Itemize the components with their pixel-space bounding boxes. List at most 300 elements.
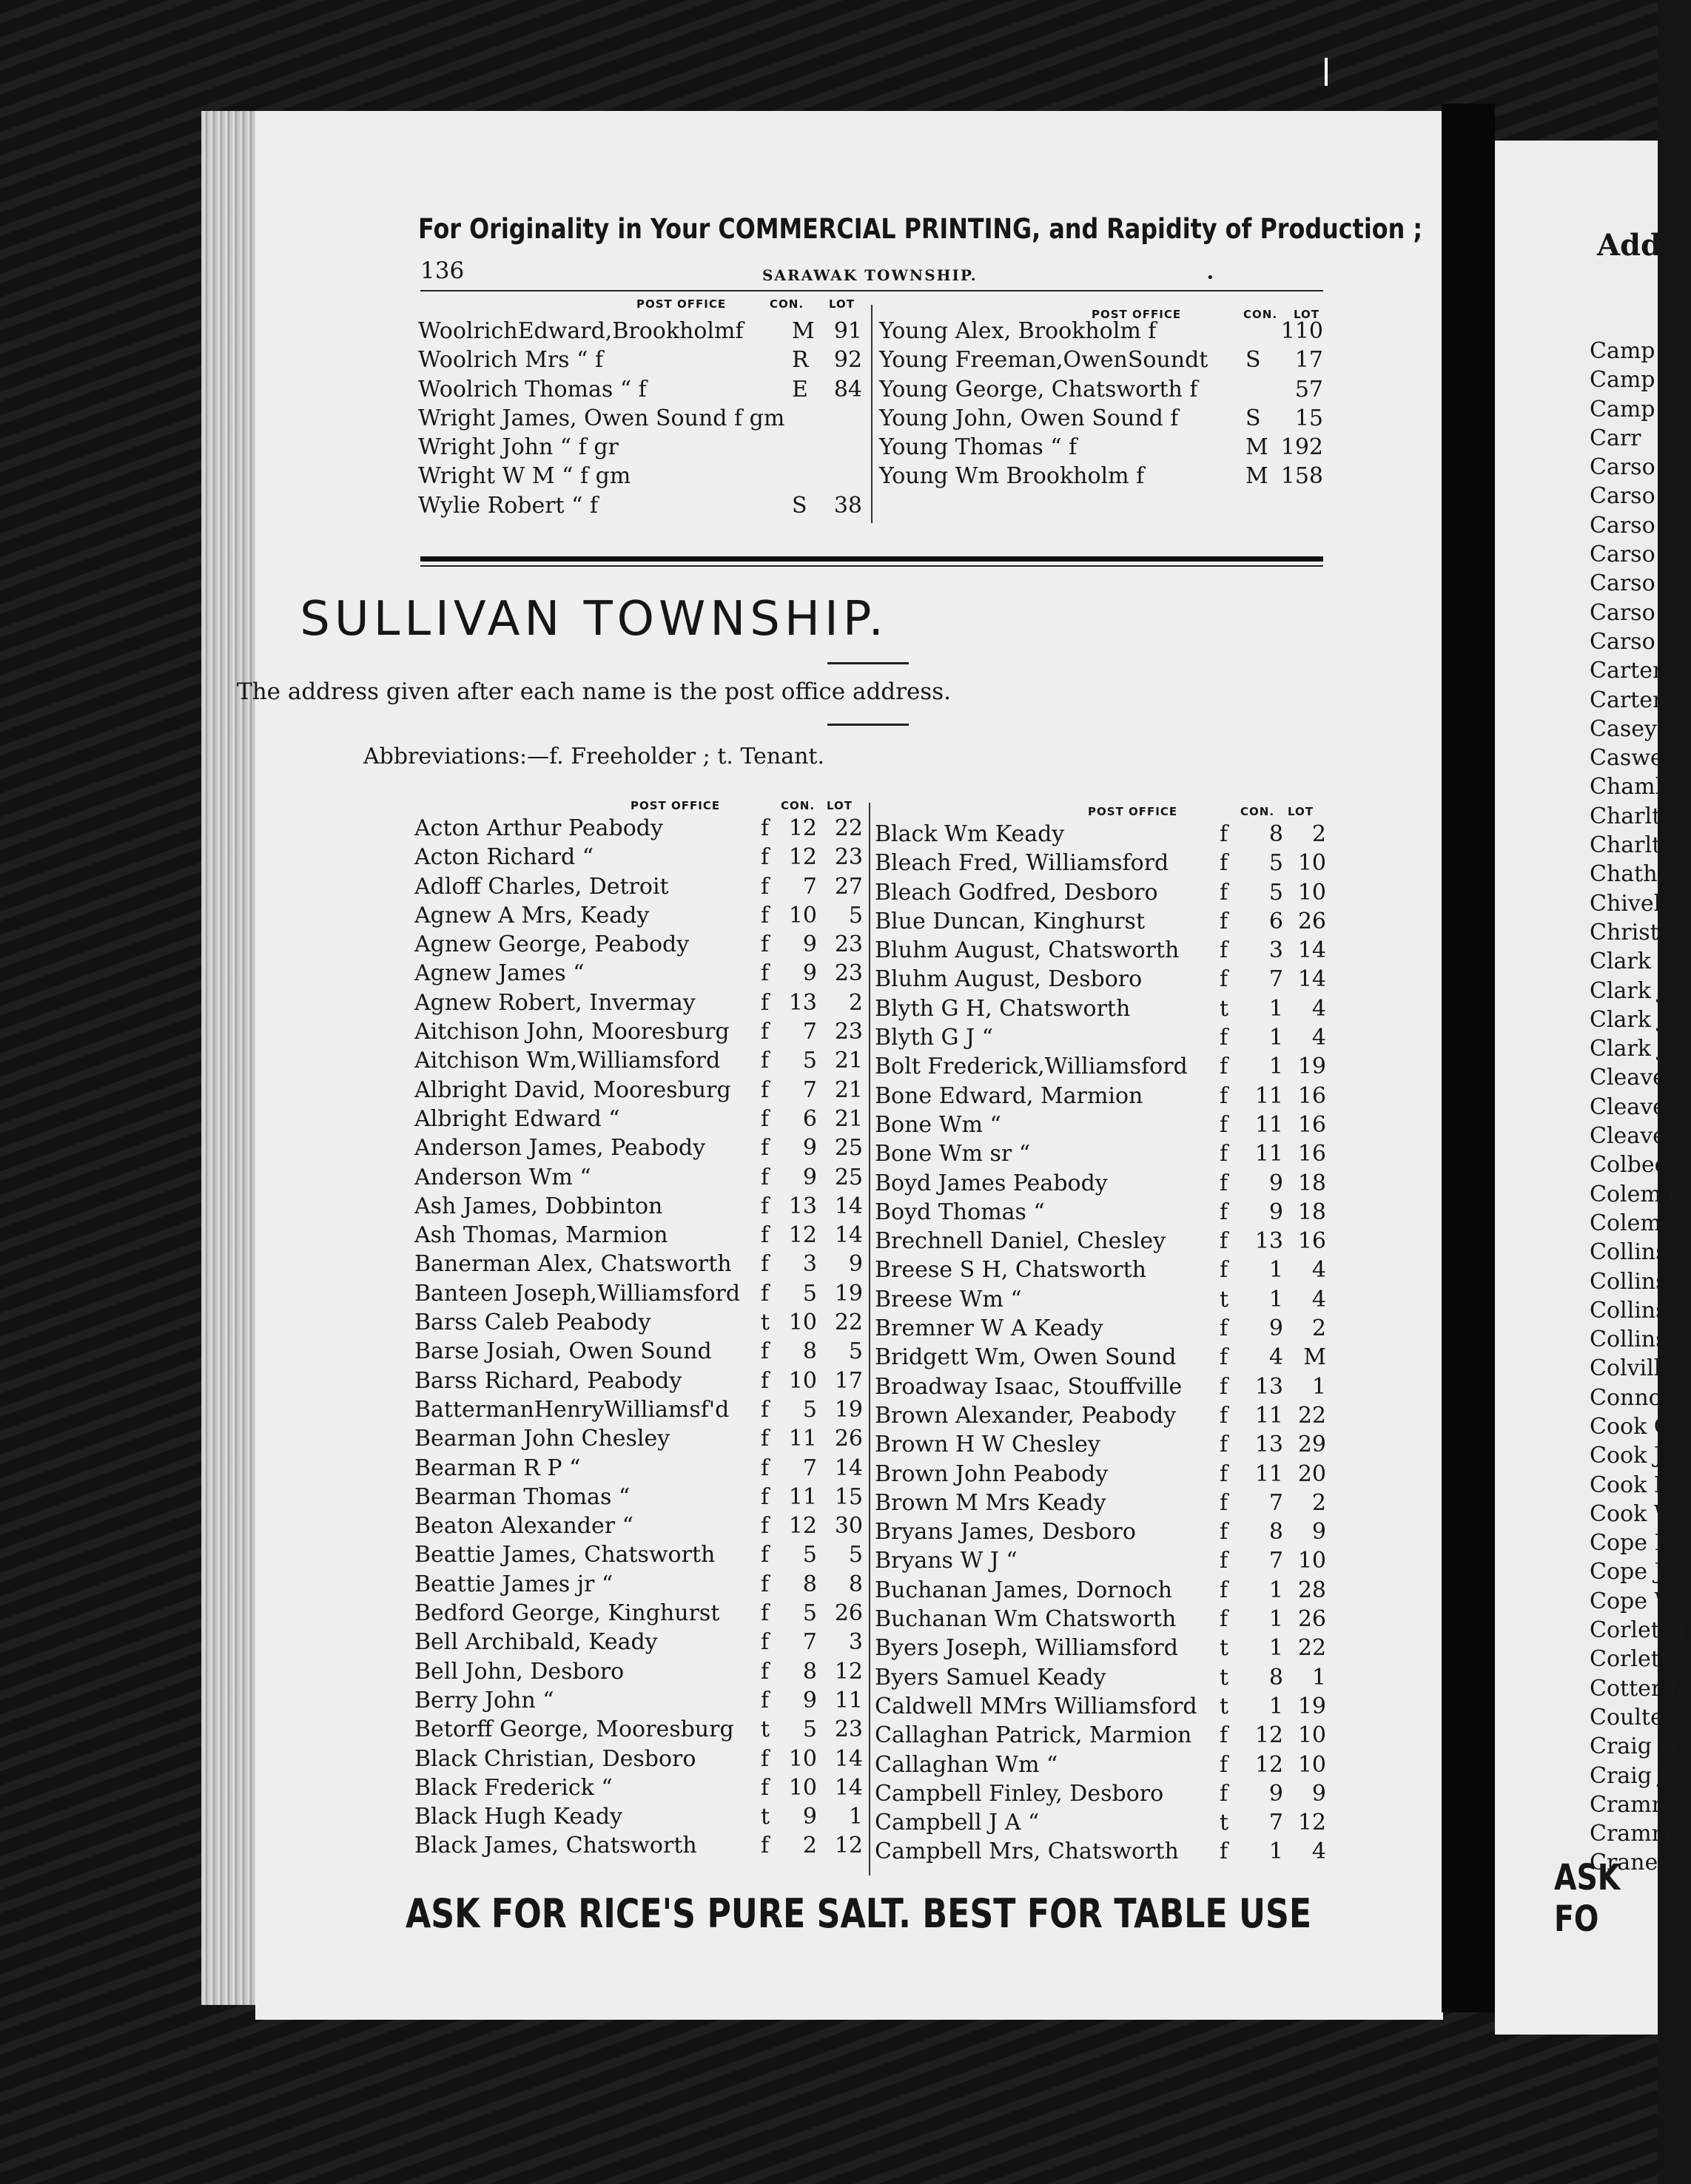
list-item [875, 1692, 1326, 1721]
list-item [875, 820, 1326, 849]
entry-tenure: f [1220, 1548, 1228, 1574]
entry-name: Beaton Alexander “ [414, 1513, 633, 1540]
entry-con: 2 [802, 1833, 817, 1859]
entry-name: Barss Caleb Peabody [414, 1310, 651, 1336]
entry-con: 12 [1254, 1722, 1283, 1749]
entry-lot: 19 [1297, 1054, 1326, 1080]
entry-con: 11 [788, 1483, 817, 1510]
entry-lot: 23 [834, 960, 863, 987]
entry-lot: 29 [1297, 1432, 1326, 1458]
list-item [879, 404, 1323, 433]
list-item [875, 1314, 1326, 1343]
entry-con: 5 [1268, 879, 1283, 906]
entry-con: 9 [1268, 1315, 1283, 1342]
list-item [414, 814, 863, 843]
list-item [414, 1483, 863, 1511]
entry-name: Bearman Thomas “ [414, 1483, 631, 1510]
entry-name: Black Hugh Keady [414, 1804, 622, 1830]
list-item [414, 988, 863, 1017]
right-page-heading: Add [1597, 228, 1661, 263]
list-item [875, 1517, 1326, 1546]
entry-name: Barss Richard, Peabody [414, 1367, 682, 1394]
entry-tenure: f [1220, 1054, 1228, 1080]
entry-lot: 23 [834, 931, 863, 958]
list-item [414, 1540, 863, 1569]
entry-lot: 19 [834, 1280, 863, 1307]
entry-tenure: t [1220, 1286, 1229, 1312]
entry-lot: 158 [1280, 463, 1323, 490]
entry-name: Brown John Peabody [875, 1460, 1109, 1487]
entry-name: Woolrich Thomas “ f [418, 376, 647, 402]
entry-con: 12 [788, 1222, 817, 1249]
entry-con: 3 [802, 1251, 817, 1278]
entry-lot: 92 [833, 347, 862, 374]
entry-name: Barse Josiah, Owen Sound [414, 1338, 712, 1365]
entry-lot: 1 [848, 1804, 863, 1830]
entry-con: 13 [1254, 1373, 1283, 1400]
entry-tenure: f [761, 1222, 770, 1249]
entry-tenure: f [1220, 1082, 1228, 1109]
entry-con: R [792, 347, 809, 374]
entry-lot: M [1303, 1344, 1326, 1371]
list-item [414, 1395, 863, 1424]
list-item [875, 878, 1326, 907]
entry-name: Bleach Godfred, Desboro [875, 879, 1158, 906]
list-item: Cramm [1590, 1821, 1673, 1847]
header-con: CON. [770, 297, 804, 311]
header-con: CON. [1243, 308, 1278, 321]
entry-tenure: f [1220, 1722, 1228, 1749]
entry-lot: 12 [1297, 1810, 1326, 1836]
entry-tenure: t [1220, 995, 1229, 1022]
running-head-mark: • [1206, 270, 1214, 286]
list-item: Colema [1590, 1181, 1675, 1207]
list-item [875, 1634, 1326, 1662]
list-item [418, 346, 862, 374]
section-title: SULLIVAN TOWNSHIP. [300, 592, 888, 647]
list-item: Camp [1590, 338, 1655, 364]
entry-con: 13 [1254, 1228, 1283, 1255]
list-item: Carter [1590, 687, 1664, 713]
entry-con: 3 [1268, 937, 1283, 964]
entry-name: Wylie Robert “ f [418, 492, 599, 519]
entry-tenure: f [761, 902, 770, 928]
list-item: Coulter [1590, 1704, 1675, 1730]
entry-lot: 10 [1297, 1722, 1326, 1749]
entry-name: Black Christian, Desboro [414, 1745, 696, 1772]
header-rule [420, 290, 1323, 291]
list-item [875, 1576, 1326, 1605]
entry-tenure: f [1220, 1111, 1228, 1138]
list-item: Cleaver [1590, 1065, 1677, 1091]
entry-name: Campbell J A “ [875, 1810, 1040, 1836]
list-item: Crane Je [1590, 1850, 1687, 1876]
entry-tenure: f [1220, 1257, 1228, 1284]
entry-con: 10 [788, 1367, 817, 1394]
entry-con: 13 [1254, 1432, 1283, 1458]
entry-name: Breese S H, Chatsworth [875, 1257, 1146, 1284]
entry-con: E [792, 376, 808, 402]
entry-lot: 28 [1297, 1577, 1326, 1603]
list-item: Clark J [1590, 1036, 1667, 1062]
entry-lot: 1 [1311, 1664, 1326, 1691]
list-item [875, 1750, 1326, 1779]
header-con: CON. [781, 799, 816, 812]
entry-con: 9 [802, 960, 817, 987]
list-item: Charlt [1590, 803, 1661, 829]
entry-lot: 12 [834, 1658, 863, 1685]
entry-name: Beattie James, Chatsworth [414, 1542, 716, 1568]
entry-name: Byers Joseph, Williamsford [875, 1635, 1178, 1662]
entry-name: Blyth G J “ [875, 1025, 993, 1051]
entry-tenure: f [761, 873, 770, 900]
list-item: Caswe [1590, 745, 1664, 772]
list-item [414, 1308, 863, 1337]
entry-name: Broadway Isaac, Stouffville [875, 1373, 1183, 1400]
entry-tenure: f [761, 1048, 770, 1074]
entry-name: Agnew Robert, Invermay [414, 989, 696, 1016]
entry-lot: 26 [834, 1426, 863, 1452]
entry-lot: 14 [1297, 966, 1326, 993]
section-divider-thin [420, 565, 1323, 567]
entry-tenure: t [1220, 1693, 1229, 1719]
list-item [875, 1227, 1326, 1256]
entry-tenure: f [761, 989, 770, 1016]
entry-name: Bluhm August, Desboro [875, 966, 1143, 993]
entry-name: Woolrich Mrs “ f [418, 347, 604, 374]
entry-lot: 38 [833, 492, 862, 519]
list-item [418, 491, 862, 520]
list-item: Cook Ro [1590, 1472, 1684, 1498]
entry-con: 9 [1268, 1170, 1283, 1196]
entry-con: 8 [1268, 1519, 1283, 1546]
entry-con: 7 [1268, 1810, 1283, 1836]
entry-tenure: f [1220, 1373, 1228, 1400]
entry-tenure: f [1220, 1838, 1228, 1865]
entry-lot: 25 [834, 1164, 863, 1190]
list-item [414, 1046, 863, 1075]
entry-tenure: f [761, 1833, 770, 1859]
entry-con: 11 [1254, 1082, 1283, 1109]
entry-tenure: t [761, 1310, 770, 1336]
list-item [414, 1133, 863, 1162]
entry-name: Bone Edward, Marmion [875, 1082, 1143, 1109]
header-lot: LOT [827, 799, 853, 812]
list-item [414, 1163, 863, 1192]
entry-con: 8 [802, 1658, 817, 1685]
entry-con: 12 [1254, 1751, 1283, 1778]
entry-con: 1 [1268, 995, 1283, 1022]
entry-name: Aitchison Wm,Williamsford [414, 1048, 721, 1074]
list-item: Carso [1590, 599, 1655, 626]
entry-name: Acton Richard “ [414, 844, 594, 871]
entry-name: Anderson James, Peabody [414, 1135, 706, 1162]
list-item [875, 1198, 1326, 1227]
list-item: Cook Jo [1590, 1443, 1676, 1469]
entry-con: 1 [1268, 1054, 1283, 1080]
page-number: 136 [420, 257, 465, 284]
entry-name: Wright John “ f gr [418, 434, 619, 461]
entry-tenure: f [761, 1455, 770, 1481]
entry-name: Bolt Frederick,Williamsford [875, 1054, 1188, 1080]
list-item [414, 1802, 863, 1831]
list-item: Camp [1590, 396, 1655, 422]
entry-lot: 21 [834, 1048, 863, 1074]
entry-lot: 17 [834, 1367, 863, 1394]
entry-lot: 16 [1297, 1141, 1326, 1167]
list-item [875, 907, 1326, 936]
entry-con: 9 [802, 931, 817, 958]
entry-tenure: f [761, 1396, 770, 1423]
entry-lot: 1 [1311, 1373, 1326, 1400]
column-separator [869, 803, 870, 1875]
entry-tenure: f [761, 1105, 770, 1132]
entry-tenure: f [1220, 1228, 1228, 1255]
entry-con: 7 [802, 1076, 817, 1103]
entry-name: Brown Alexander, Peabody [875, 1402, 1177, 1429]
entry-tenure: f [1220, 1170, 1228, 1196]
entry-con: 6 [802, 1105, 817, 1132]
list-item [414, 1192, 863, 1221]
entry-name: Blyth G H, Chatsworth [875, 995, 1131, 1022]
entry-tenure: f [1220, 1432, 1228, 1458]
list-item [414, 1337, 863, 1366]
entry-tenure: f [761, 931, 770, 958]
footer-banner: ASK FOR RICE'S PURE SALT. BEST FOR TABLE USE [406, 1890, 1312, 1937]
entry-tenure: f [761, 1019, 770, 1045]
entry-lot: 192 [1280, 434, 1323, 461]
entry-con: 5 [802, 1048, 817, 1074]
list-item [414, 872, 863, 901]
entry-lot: 4 [1311, 1025, 1326, 1051]
entry-con: S [1245, 347, 1261, 374]
subtitle-rule [827, 724, 909, 726]
entry-name: Bremner W A Keady [875, 1315, 1103, 1342]
list-item [875, 1779, 1326, 1808]
entry-name: Young Thomas “ f [879, 434, 1078, 461]
entry-tenure: f [761, 1193, 770, 1219]
entry-tenure: f [1220, 1519, 1228, 1546]
header-lot: LOT [1288, 805, 1314, 818]
list-item [414, 1076, 863, 1105]
list-item: Cook W [1590, 1500, 1677, 1527]
entry-con: 8 [1268, 821, 1283, 847]
entry-con: 12 [788, 1513, 817, 1540]
list-item [875, 936, 1326, 965]
list-item: Camp [1590, 367, 1655, 394]
entry-con: 12 [788, 844, 817, 871]
entry-lot: 10 [1297, 1548, 1326, 1574]
entry-tenure: f [1220, 821, 1228, 847]
list-item [414, 1366, 863, 1395]
entry-con: S [1245, 405, 1261, 431]
entry-con: 5 [802, 1542, 817, 1568]
right-page-footer: ASK FO [1554, 1857, 1621, 1940]
list-item: Collins [1590, 1297, 1667, 1324]
entry-name: Bell John, Desboro [414, 1658, 625, 1685]
list-item [875, 1430, 1326, 1459]
entry-lot: 4 [1311, 995, 1326, 1022]
entry-lot: 26 [1297, 908, 1326, 934]
entry-tenure: f [1220, 1199, 1228, 1225]
entry-con: 4 [1268, 1344, 1283, 1371]
entry-tenure: f [761, 1076, 770, 1103]
header-lot: LOT [1294, 308, 1320, 321]
entry-con: M [1245, 434, 1268, 461]
entry-name: Bryans James, Desboro [875, 1519, 1136, 1546]
header-post-office: POST OFFICE [631, 799, 721, 812]
entry-con: 1 [1268, 1577, 1283, 1603]
entry-tenure: f [1220, 1751, 1228, 1778]
subtitle: The address given after each name is the post office address. [237, 678, 951, 705]
entry-name: Campbell Mrs, Chatsworth [875, 1838, 1179, 1865]
entry-tenure: t [1220, 1664, 1229, 1691]
list-item [875, 965, 1326, 994]
list-item: Colbeck [1590, 1152, 1681, 1179]
entry-name: Wright James, Owen Sound f gm [418, 405, 785, 431]
book-gutter [1442, 104, 1495, 2012]
list-item [418, 404, 862, 433]
list-item [875, 1372, 1326, 1401]
entry-name: Black Wm Keady [875, 821, 1065, 847]
list-item: Cleaver [1590, 1123, 1677, 1150]
entry-con: M [792, 318, 815, 344]
entry-con: 9 [1268, 1780, 1283, 1807]
entry-name: Callaghan Wm “ [875, 1751, 1058, 1778]
entry-name: Banerman Alex, Chatsworth [414, 1251, 732, 1278]
list-item: Clark J [1590, 1006, 1667, 1033]
entry-name: Agnew A Mrs, Keady [414, 902, 650, 928]
entry-name: Acton Arthur Peabody [414, 815, 663, 841]
header-con: CON. [1240, 805, 1275, 818]
entry-tenure: f [761, 1774, 770, 1801]
list-item [875, 1110, 1326, 1139]
entry-name: Agnew George, Peabody [414, 931, 690, 958]
entry-name: Caldwell MMrs Williamsford [875, 1693, 1197, 1719]
entry-lot: 21 [834, 1076, 863, 1103]
entry-lot: 4 [1311, 1838, 1326, 1865]
entry-name: Buchanan James, Dornoch [875, 1577, 1172, 1603]
entry-con: 7 [802, 873, 817, 900]
entry-lot: 5 [848, 1338, 863, 1365]
entry-name: Anderson Wm “ [414, 1164, 591, 1190]
entry-name: Brown H W Chesley [875, 1432, 1100, 1458]
entry-tenure: f [761, 1571, 770, 1597]
entry-name: Adloff Charles, Detroit [414, 873, 669, 900]
entry-con: 11 [1254, 1111, 1283, 1138]
entry-con: 11 [1254, 1402, 1283, 1429]
list-item: Cope W [1590, 1588, 1678, 1614]
entry-con: 1 [1268, 1606, 1283, 1633]
entry-lot: 91 [833, 318, 862, 344]
list-item [414, 1831, 863, 1860]
entry-lot: 8 [848, 1571, 863, 1597]
entry-name: Brechnell Daniel, Chesley [875, 1228, 1166, 1255]
list-item [875, 1285, 1326, 1314]
entry-lot: 26 [1297, 1606, 1326, 1633]
entry-lot: 23 [834, 1019, 863, 1045]
entry-name: BattermanHenryWilliamsf'd [414, 1396, 730, 1423]
entry-con: 5 [802, 1600, 817, 1627]
entry-lot: 16 [1297, 1111, 1326, 1138]
list-item: Chaml [1590, 774, 1663, 801]
entry-lot: 18 [1297, 1170, 1326, 1196]
entry-name: Black Frederick “ [414, 1774, 613, 1801]
list-item [875, 1460, 1326, 1489]
entry-name: Betorff George, Mooresburg [414, 1716, 734, 1743]
list-item: Carso [1590, 512, 1655, 539]
list-item: Cleaver [1590, 1093, 1677, 1120]
entry-tenure: f [761, 1600, 770, 1627]
entry-con: 11 [1254, 1141, 1283, 1167]
right-page-list [1590, 337, 1691, 1878]
entry-tenure: f [1220, 1402, 1228, 1429]
list-item [879, 462, 1323, 491]
section-divider [420, 556, 1323, 562]
entry-lot: 9 [1311, 1780, 1326, 1807]
entry-lot: 15 [834, 1483, 863, 1510]
title-rule [827, 662, 909, 664]
entry-name: Bearman R P “ [414, 1455, 581, 1481]
entry-con: 9 [802, 1135, 817, 1162]
entry-con: 5 [802, 1396, 817, 1423]
entry-name: Blue Duncan, Kinghurst [875, 908, 1145, 934]
sarawak-left-list [418, 317, 862, 520]
list-item: Cotter Jo [1590, 1675, 1691, 1702]
list-item [875, 1343, 1326, 1372]
list-item: Carso [1590, 542, 1655, 568]
entry-lot: 2 [1311, 1489, 1326, 1516]
entry-con: 1 [1268, 1257, 1283, 1284]
entry-con: 7 [1268, 1548, 1283, 1574]
entry-con: 13 [788, 1193, 817, 1219]
entry-con: 11 [1254, 1460, 1283, 1487]
entry-con: 10 [788, 1774, 817, 1801]
list-item [414, 1745, 863, 1773]
entry-tenure: f [1220, 1344, 1228, 1371]
list-item: Carso [1590, 483, 1655, 510]
entry-lot: 21 [834, 1105, 863, 1132]
list-item [414, 901, 863, 930]
entry-lot: 16 [1297, 1082, 1326, 1109]
entry-tenure: f [761, 815, 770, 841]
entry-tenure: f [761, 1426, 770, 1452]
entry-lot: 16 [1297, 1228, 1326, 1255]
scan-mark [1325, 58, 1328, 86]
entry-name: Breese Wm “ [875, 1286, 1022, 1312]
entry-tenure: f [761, 1745, 770, 1772]
entry-name: Young Wm Brookholm f [879, 463, 1145, 490]
entry-lot: 5 [848, 1542, 863, 1568]
list-item [414, 1424, 863, 1453]
entry-con: 7 [802, 1455, 817, 1481]
entry-con: 1 [1268, 1635, 1283, 1662]
entry-name: Callaghan Patrick, Marmion [875, 1722, 1192, 1749]
entry-name: Boyd James Peabody [875, 1170, 1108, 1196]
entry-tenure: f [761, 1338, 770, 1365]
entry-con: 1 [1268, 1838, 1283, 1865]
entry-con: 1 [1268, 1025, 1283, 1051]
entry-con: 10 [788, 902, 817, 928]
entry-con: 1 [1268, 1286, 1283, 1312]
entry-name: Bleach Fred, Williamsford [875, 850, 1169, 877]
entry-name: Boyd Thomas “ [875, 1199, 1045, 1225]
list-item [414, 1017, 863, 1046]
list-item [414, 930, 863, 959]
list-item [414, 1250, 863, 1278]
entry-name: Aitchison John, Mooresburg [414, 1019, 730, 1045]
entry-con: 5 [802, 1716, 817, 1743]
